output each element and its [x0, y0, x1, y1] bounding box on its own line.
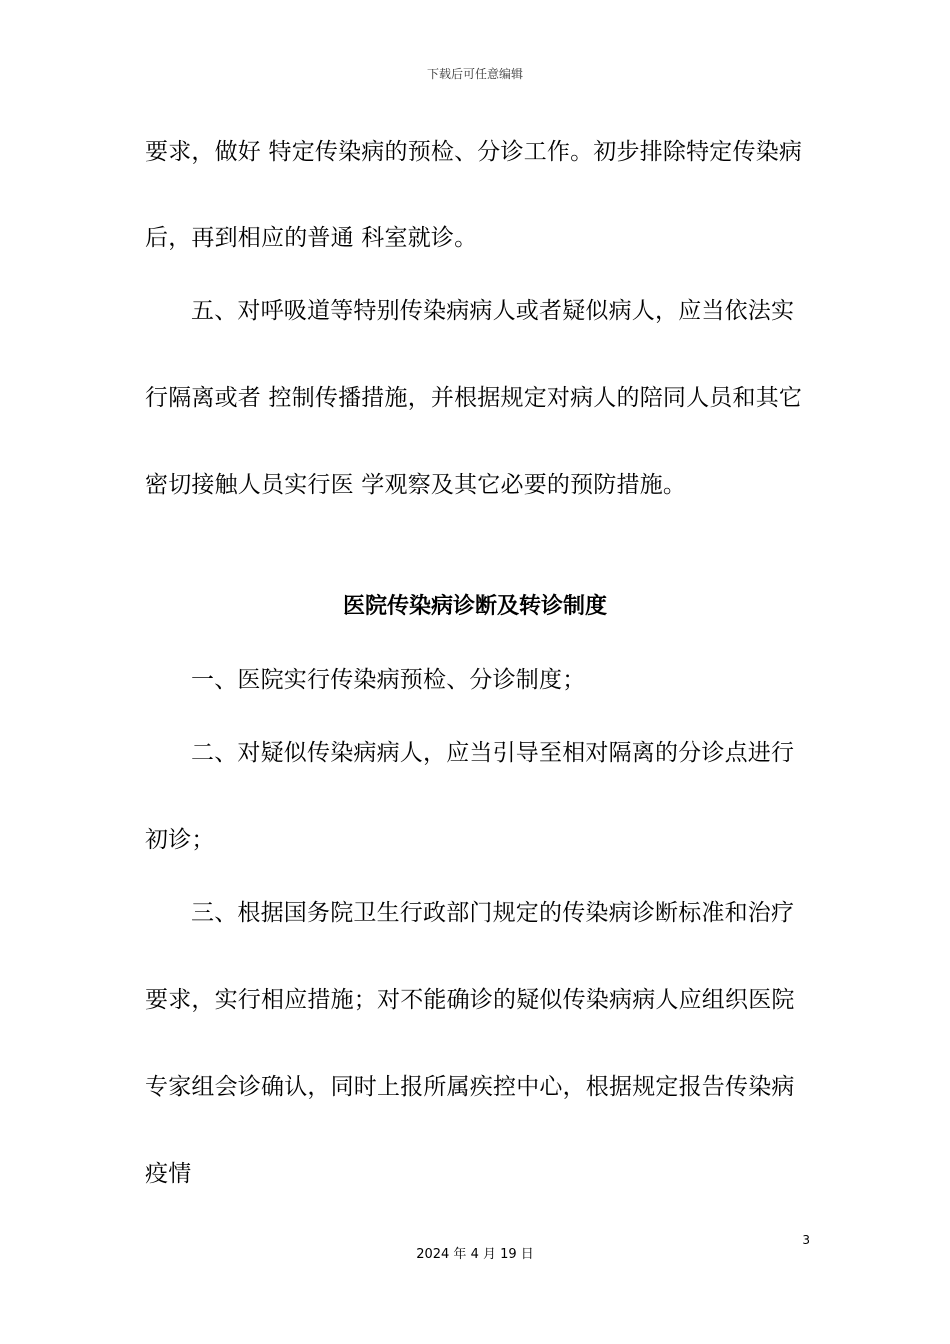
page-number: 3 [802, 1233, 810, 1247]
footer-date: 2024 年 4 月 19 日 [416, 1247, 534, 1262]
body-text-line: 要求，实行相应措施；对不能确诊的疑似传染病病人应组织医院 [145, 987, 795, 1013]
body-text-line: 疫情 [145, 1161, 192, 1187]
body-text-line: 初诊； [145, 827, 215, 853]
body-text-line: 行隔离或者 控制传播措施，并根据规定对病人的陪同人员和其它 [145, 385, 803, 411]
body-text-line: 后，再到相应的普通 科室就诊。 [145, 225, 478, 251]
body-text-line: 密切接触人员实行医 学观察及其它必要的预防措施。 [145, 472, 687, 498]
body-text-line: 要求，做好 特定传染病的预检、分诊工作。初步排除特定传染病 [145, 139, 803, 165]
header-note: 下载后可任意编辑 [426, 67, 523, 81]
section-title: 医院传染病诊断及转诊制度 [342, 594, 607, 619]
body-text-line: 三、根据国务院卫生行政部门规定的传染病诊断标准和治疗 [191, 900, 795, 926]
body-text-line: 二、对疑似传染病病人，应当引导至相对隔离的分诊点进行 [191, 740, 795, 766]
body-text-line: 专家组会诊确认，同时上报所属疾控中心，根据规定报告传染病 [145, 1074, 795, 1100]
body-text-line: 一、医院实行传染病预检、分诊制度； [191, 667, 586, 693]
body-text-line: 五、对呼吸道等特别传染病病人或者疑似病人，应当依法实 [191, 298, 795, 324]
